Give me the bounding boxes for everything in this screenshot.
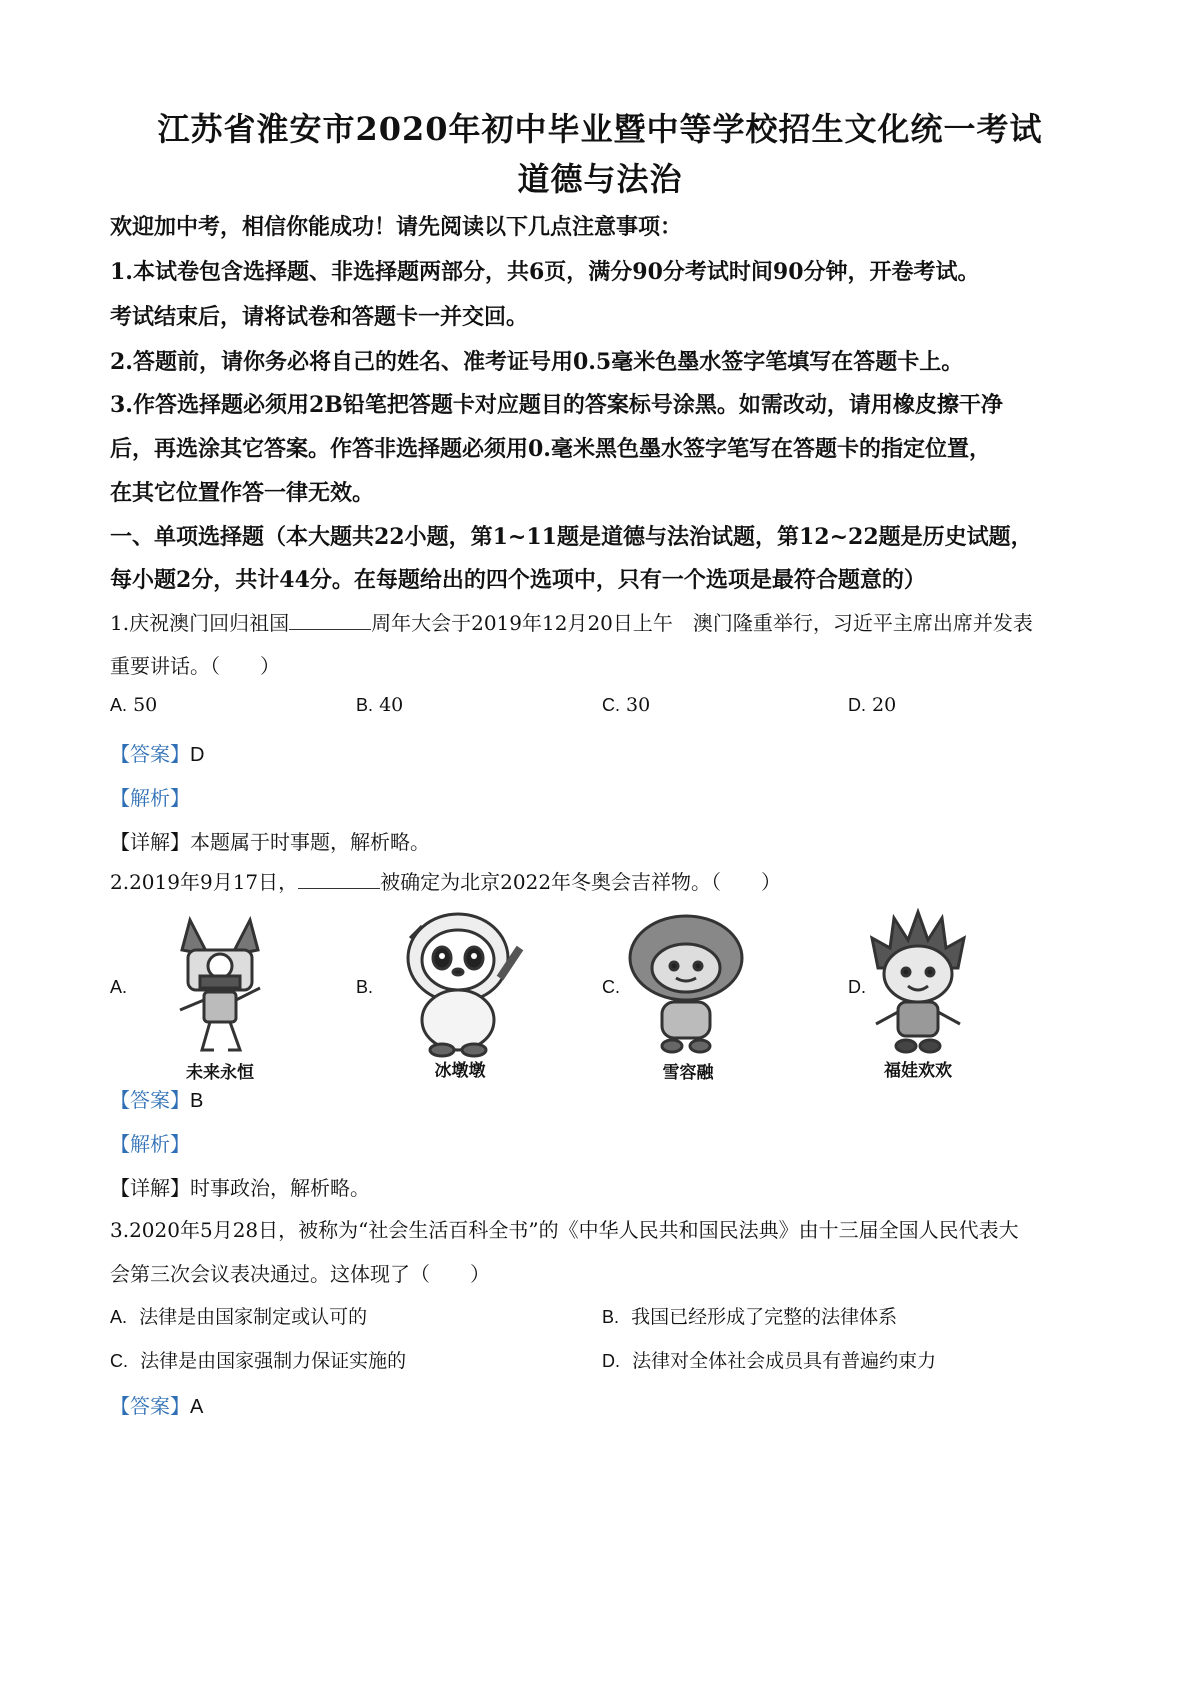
q2-option-b-letter: B. xyxy=(356,977,374,997)
q2-answer-value: B xyxy=(190,1090,204,1112)
notice-intro: 欢迎加中考，相信你能成功！请先阅读以下几点注意事项： xyxy=(110,214,683,240)
q1-answer-tag: 【答案】 xyxy=(110,742,190,766)
shuey-rhon-rhon-mascot-icon xyxy=(598,910,778,1060)
q2-analysis-tag: 【解析】 xyxy=(110,1132,190,1156)
q2-option-d-image xyxy=(828,908,1008,1081)
q2-detail xyxy=(110,1172,370,1201)
q1-option-d: D. 20 xyxy=(848,694,897,716)
notice-item-3-line-3: 在其它位置作答一律无效。 xyxy=(110,480,375,506)
q2-analysis xyxy=(110,1128,190,1157)
notice-item-3-line-2: 后，再选涂其它答案。作答非选择题必须用0.毫米黑色墨水签字笔写在答题卡的指定位置， xyxy=(110,436,991,462)
q2-option-c-letter: C. xyxy=(602,977,620,997)
q1-detail xyxy=(110,826,430,855)
q1-stem-suffix: 周年大会于2019年12月20日上午 澳门隆重举行，习近平主席出席并发表 xyxy=(371,611,1033,635)
q2-option-b-caption: 冰墩墩 xyxy=(434,1061,486,1081)
q3-stem-line-1: 3.2020年5月28日，被称为“社会生活百科全书”的《中华人民共和国民法典》由十三届全国人民代表大 xyxy=(110,1218,1019,1242)
q1-detail-text: 本题属于时事题，解析略。 xyxy=(190,830,430,854)
exam-title: 江苏省淮安市2020年初中毕业暨中等学校招生文化统一考试 xyxy=(157,110,1043,148)
q2-stem xyxy=(110,866,781,895)
q3-option-c: C. 法律是由国家强制力保证实施的 xyxy=(110,1350,407,1372)
q3-option-a: A. 法律是由国家制定或认可的 xyxy=(110,1306,368,1328)
q2-option-d-caption: 福娃欢欢 xyxy=(884,1061,952,1081)
q3-answer xyxy=(110,1390,203,1419)
q3-stem-line-2: 会第三次会议表决通过。这体现了（ ） xyxy=(110,1262,490,1286)
q1-option-b: B. 40 xyxy=(356,694,404,716)
q2-option-a-letter: A. xyxy=(110,977,128,997)
notice-item-1-line-2: 考试结束后，请将试卷和答题卡一并交回。 xyxy=(110,304,529,330)
q1-analysis-tag: 【解析】 xyxy=(110,786,190,810)
section-heading-line-1: 一、单项选择题（本大题共22小题，第1~11题是道德与法治试题，第12~22题是历史试题， xyxy=(110,524,1033,550)
q3-option-d: D. 法律对全体社会成员具有普遍约束力 xyxy=(602,1350,937,1372)
q2-stem-suffix: 被确定为北京2022年冬奥会吉祥物。（ ） xyxy=(380,870,782,894)
q1-detail-tag: 【详解】 xyxy=(110,830,190,854)
notice-item-1-line-1: 1.本试卷包含选择题、非选择题两部分，共6页，满分90分考试时间90分钟，开卷考试。 xyxy=(110,259,980,285)
q2-option-d-letter: D. xyxy=(848,977,866,997)
miraitowa-mascot-icon xyxy=(130,910,310,1060)
q2-answer xyxy=(110,1084,203,1113)
q1-analysis xyxy=(110,782,190,811)
q2-detail-tag: 【详解】 xyxy=(110,1176,190,1200)
q1-option-a: A. 50 xyxy=(110,694,158,716)
q2-option-c-image xyxy=(598,910,778,1083)
q3-option-b: B. 我国已经形成了完整的法律体系 xyxy=(602,1306,898,1328)
q3-answer-tag: 【答案】 xyxy=(110,1394,190,1418)
q1-option-c: C. 30 xyxy=(602,694,651,716)
bing-dwen-dwen-mascot-icon xyxy=(370,908,550,1058)
q1-answer-value: D xyxy=(190,744,205,766)
q2-option-a-caption: 未来永恒 xyxy=(186,1063,254,1083)
notice-item-3-line-1: 3.作答选择题必须用2B铅笔把答题卡对应题目的答案标号涂黑。如需改动，请用橡皮擦干净 xyxy=(110,392,1003,418)
exam-subject: 道德与法治 xyxy=(517,160,683,198)
q2-option-b-image xyxy=(370,908,550,1081)
q3-answer-value: A xyxy=(190,1396,204,1418)
notice-item-2: 2.答题前，请你务必将自己的姓名、准考证号用0.5毫米色墨水签字笔填写在答题卡上。 xyxy=(110,349,964,375)
q1-stem-line-1 xyxy=(110,607,1033,636)
q1-stem-line-2: 重要讲话。（ ） xyxy=(110,654,280,678)
fuwa-huanhuan-mascot-icon xyxy=(828,908,1008,1058)
q1-stem-prefix: 1.庆祝澳门回归祖国 xyxy=(110,611,290,635)
q1-blank xyxy=(289,611,371,630)
q2-option-c-caption: 雪容融 xyxy=(662,1063,714,1083)
q1-answer xyxy=(110,738,204,767)
section-heading-line-2: 每小题2分，共计44分。在每题给出的四个选项中，只有一个选项是最符合题意的） xyxy=(110,567,926,593)
q2-option-a-image xyxy=(130,910,310,1083)
q2-detail-text: 时事政治，解析略。 xyxy=(190,1176,370,1200)
q2-answer-tag: 【答案】 xyxy=(110,1088,190,1112)
q2-blank xyxy=(298,870,380,889)
q2-stem-prefix: 2.2019年9月17日， xyxy=(110,870,299,894)
